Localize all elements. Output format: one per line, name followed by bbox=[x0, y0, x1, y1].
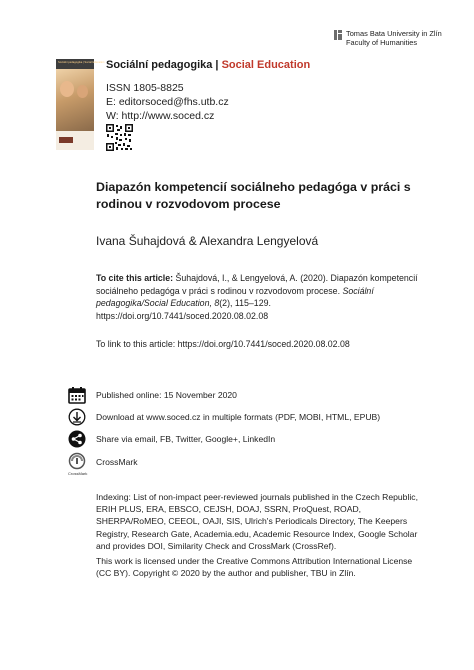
citation-journal: Sociální pedagogika/Social Education, 8 bbox=[96, 285, 374, 309]
crossmark-text[interactable]: CrossMark bbox=[96, 457, 138, 467]
download-row[interactable] bbox=[68, 408, 428, 428]
article-authors: Ivana Šuhajdová & Alexandra Lengyelová bbox=[96, 234, 319, 248]
crossmark-row[interactable] bbox=[68, 452, 428, 476]
journal-website[interactable]: W: http://www.soced.cz bbox=[106, 110, 215, 122]
published-online-text: Published online: 15 November 2020 bbox=[96, 390, 237, 400]
university-logo bbox=[346, 29, 442, 47]
citation-label: To cite this article: bbox=[96, 273, 174, 283]
university-mark-icon bbox=[334, 30, 342, 40]
share-icon[interactable] bbox=[68, 430, 86, 448]
citation-block bbox=[96, 272, 426, 322]
journal-title bbox=[106, 59, 310, 71]
article-link[interactable]: To link to this article: https://doi.org/10.7441/soced.2020.08.02.08 bbox=[96, 339, 350, 349]
qr-code[interactable] bbox=[106, 124, 133, 151]
download-icon[interactable] bbox=[68, 408, 86, 426]
crossmark-icon[interactable] bbox=[68, 452, 86, 470]
issn: ISSN 1805-8825 bbox=[106, 82, 184, 94]
published-online-row bbox=[68, 386, 428, 406]
journal-title-separator: | bbox=[215, 59, 219, 71]
share-row[interactable] bbox=[68, 430, 428, 450]
cover-band-text: Sociální pedagogika | Social Education bbox=[58, 61, 105, 64]
journal-title-cz: Sociální pedagogika bbox=[106, 59, 213, 71]
faculty-name: Faculty of Humanities bbox=[346, 38, 418, 47]
journal-title-en: Social Education bbox=[221, 59, 311, 71]
crossmark-sublabel: CrossMark bbox=[68, 471, 88, 476]
calendar-icon bbox=[68, 386, 86, 404]
citation-text: Šuhajdová, I., & Lengyelová, A. (2020). Diapazón kompetencií sociálneho pedagóga v práci s rodinou v rozvodovom procese. bbox=[96, 273, 418, 296]
citation-doi[interactable]: https://doi.org/10.7441/soced.2020.08.02.08 bbox=[96, 310, 269, 321]
download-text[interactable]: Download at www.soced.cz in multiple formats (PDF, MOBI, HTML, EPUB) bbox=[96, 412, 381, 422]
article-title: Diapazón kompetencií sociálneho pedagóga v práci s rodinou v rozvodovom procese bbox=[96, 180, 411, 211]
citation-issue-pages: (2), 115–129. bbox=[219, 298, 271, 309]
journal-cover-image bbox=[56, 59, 105, 150]
indexing-paragraph: Indexing: List of non-impact peer-reviewed journals published in the Czech Republic, ERIH PLUS, ERA, EBSCO, CEJSH, DOAJ, SSRN, ProQuest, ROAD, SHERPA/RoMEO, CEEOL, OAJI, SIS, Ulrich's Periodicals Directory, The Keepers Registry, Research Gate, Academia.edu, Academic Resource Index, Google Scholar and provides DOI, Similarity Check and CrossMark (CrossRef). bbox=[96, 492, 418, 551]
university-name: Tomas Bata University in Zlín bbox=[346, 29, 442, 38]
share-text[interactable]: Share via email, FB, Twitter, Google+, LinkedIn bbox=[96, 434, 276, 444]
journal-email[interactable]: E: editorsoced@fhs.utb.cz bbox=[106, 96, 229, 108]
license-paragraph: This work is licensed under the Creative Commons Attribution International License (CC BY). Copyright © 2020 by the author and publisher, TBU in Zlín. bbox=[96, 556, 413, 579]
